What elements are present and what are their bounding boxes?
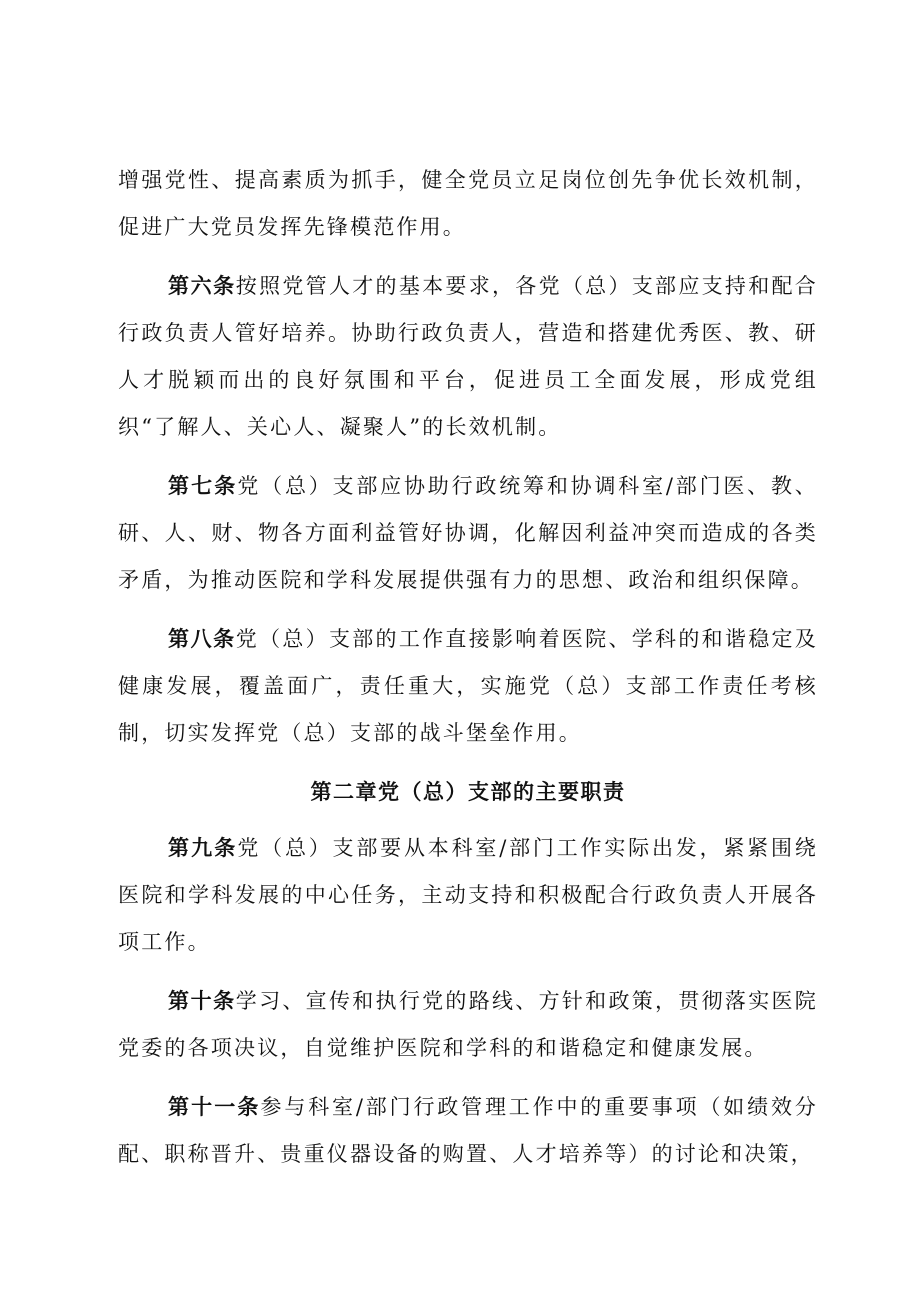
chapter-heading: 第二章党（总）支部的主要职责 (310, 780, 626, 804)
paragraph-continuation (118, 157, 818, 251)
article-10-paragraph (118, 978, 818, 1072)
document-body (118, 157, 818, 1190)
article-8-paragraph (118, 616, 818, 757)
article-9-paragraph (118, 825, 818, 966)
paragraph-text: 增强党性、提高素质为抓手，健全党员立足岗位创先争优长效机制，促进广大党员发挥先锋模范作用。 (118, 168, 818, 239)
article-label: 第十条 (168, 989, 236, 1013)
paragraph-text: 党（总）支部的工作直接影响着医院、学科的和谐稳定及健康发展，覆盖面广，责任重大，实施党（总）支部工作责任考核制，切实发挥党（总）支部的战斗堡垒作用。 (118, 627, 819, 745)
article-7-paragraph (118, 463, 818, 604)
article-6-paragraph (118, 263, 818, 451)
article-label: 第十一条 (168, 1095, 261, 1119)
article-11-paragraph (118, 1084, 818, 1178)
article-label: 第六条 (168, 274, 236, 298)
paragraph-text: 参与科室/部门行政管理工作中的重要事项（如绩效分配、职称晋升、贵重仪器设备的购置、人才培养等）的讨论和决策， (118, 1095, 819, 1166)
paragraph-text: 学习、宣传和执行党的路线、方针和政策，贯彻落实医院党委的各项决议，自觉维护医院和学科的和谐稳定和健康发展。 (118, 989, 819, 1060)
article-label: 第九条 (168, 836, 238, 860)
paragraph-text: 按照党管人才的基本要求，各党（总）支部应支持和配合行政负责人管好培养。协助行政负责人，营造和搭建优秀医、教、研人才脱颖而出的良好氛围和平台，促进员工全面发展，形成党组织“了解人、关心人、凝聚人”的长效机制。 (118, 274, 819, 439)
paragraph-text: 党（总）支部应协助行政统筹和协调科室/部门医、教、研、人、财、物各方面利益管好协调，化解因利益冲突而造成的各类矛盾，为推动医院和学科发展提供强有力的思想、政治和组织保障。 (118, 474, 818, 592)
article-label: 第八条 (168, 627, 236, 651)
paragraph-text: 党（总）支部要从本科室/部门工作实际出发，紧紧围绕医院和学科发展的中心任务，主动支持和积极配合行政负责人开展各项工作。 (118, 836, 818, 954)
article-label: 第七条 (168, 474, 238, 498)
